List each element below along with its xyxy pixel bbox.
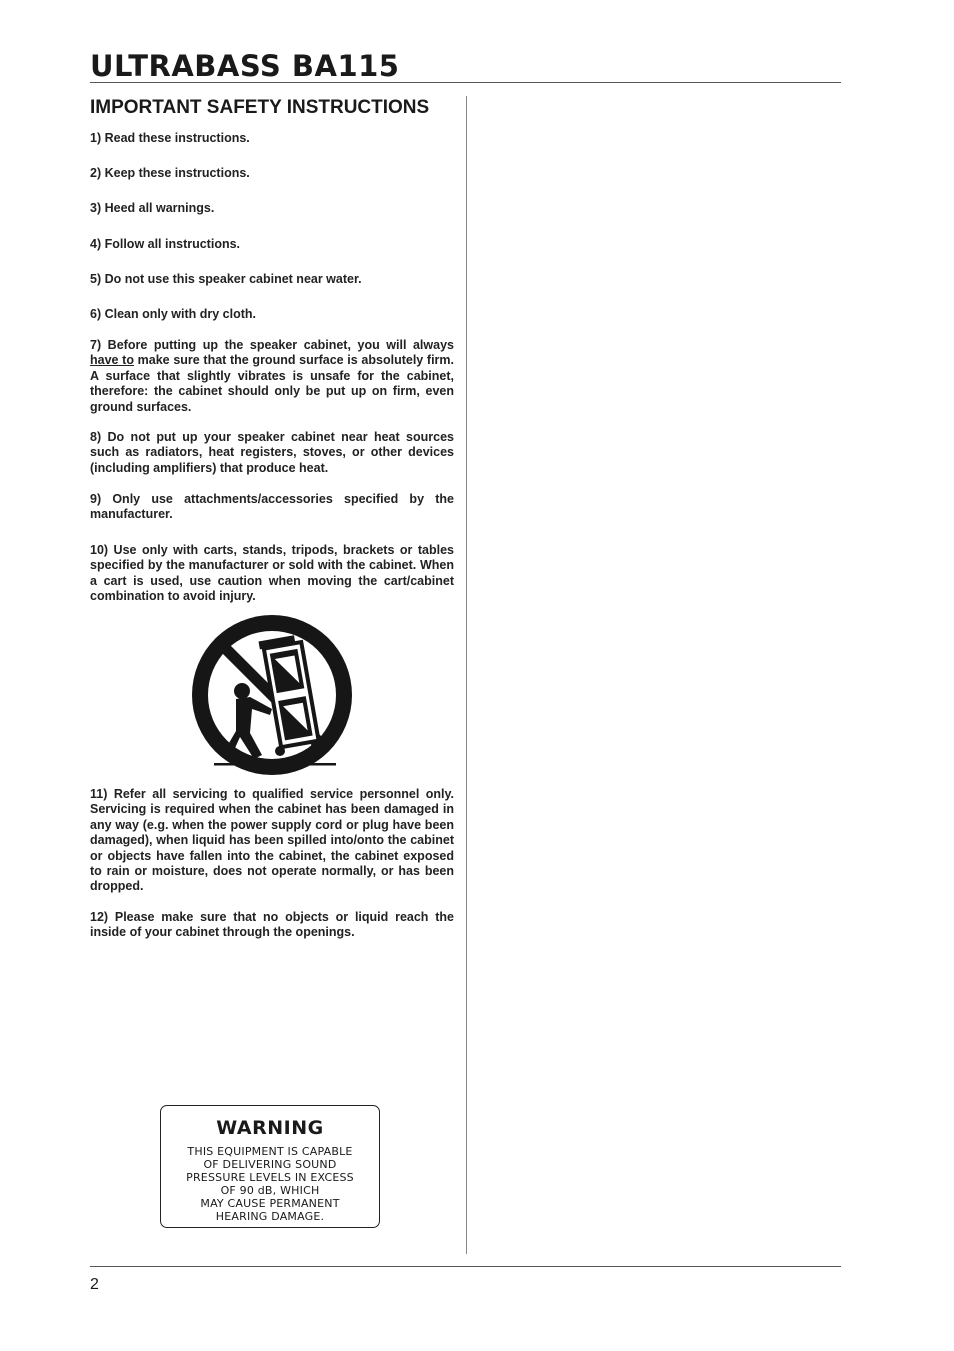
instruction-item-1: 1) Read these instructions. — [90, 131, 250, 145]
instruction-item-2: 2) Keep these instructions. — [90, 166, 250, 180]
cart-tip-over-warning-icon — [190, 613, 354, 777]
warning-line: THIS EQUIPMENT IS CAPABLE — [187, 1145, 353, 1158]
instruction-item-7-text: 7) Before putting up the speaker cabinet, you will always — [90, 338, 454, 352]
warning-line: MAY CAUSE PERMANENT — [200, 1197, 340, 1210]
instruction-item-9: 9) Only use attachments/accessories specified by the manufacturer. — [90, 492, 454, 522]
header-rule — [90, 82, 841, 83]
column-divider — [466, 96, 467, 1254]
section-heading: IMPORTANT SAFETY INSTRUCTIONS — [90, 97, 430, 118]
footer-rule — [90, 1266, 841, 1267]
instruction-item-7-emphasis: have to — [90, 353, 134, 368]
warning-line: HEARING DAMAGE. — [215, 1210, 325, 1223]
instruction-item-11: 11) Refer all servicing to qualified service personnel only. Servicing is required when the cabinet has been damaged in any way (e.g. when the power supply cord or plug have been damaged), when liquid has been spilled into/onto the cabinet or objects have fallen into the cabinet, the cabinet exposed to rain or moisture, does not operate normally, or has been dropped. — [90, 787, 454, 894]
warning-line: PRESSURE LEVELS IN EXCESS — [186, 1171, 354, 1184]
instruction-item-12: 12) Please make sure that no objects or liquid reach the inside of your cabinet through the openings. — [90, 910, 454, 940]
instruction-item-8: 8) Do not put up your speaker cabinet near heat sources such as radiators, heat registers, stoves, or other devices (including amplifiers) that produce heat. — [90, 430, 454, 475]
instruction-item-10: 10) Use only with carts, stands, tripods, brackets or tables specified by the manufacturer or sold with the cabinet. When a cart is used, use caution when moving the cart/cabinet combination to avoid injury. — [90, 543, 454, 604]
instruction-item-3: 3) Heed all warnings. — [90, 201, 215, 215]
warning-line: OF DELIVERING SOUND — [203, 1158, 337, 1171]
instruction-item-7 — [90, 338, 454, 415]
instruction-item-6: 6) Clean only with dry cloth. — [90, 307, 256, 321]
instruction-item-7-text-cont: make sure that the ground surface is absolutely firm. A surface that slightly vibrates is unsafe for the cabinet, therefore: the cabinet should only be put up on firm, even ground surfaces. — [90, 353, 455, 414]
warning-line: OF 90 dB, WHICH — [220, 1184, 320, 1197]
page-number: 2 — [90, 1276, 99, 1293]
instruction-item-5: 5) Do not use this speaker cabinet near water. — [90, 272, 362, 286]
instruction-item-4: 4) Follow all instructions. — [90, 237, 241, 251]
warning-title: WARNING — [216, 1117, 324, 1139]
document-title: ULTRABASS BA115 — [90, 49, 400, 83]
hearing-damage-warning-box — [160, 1105, 380, 1228]
